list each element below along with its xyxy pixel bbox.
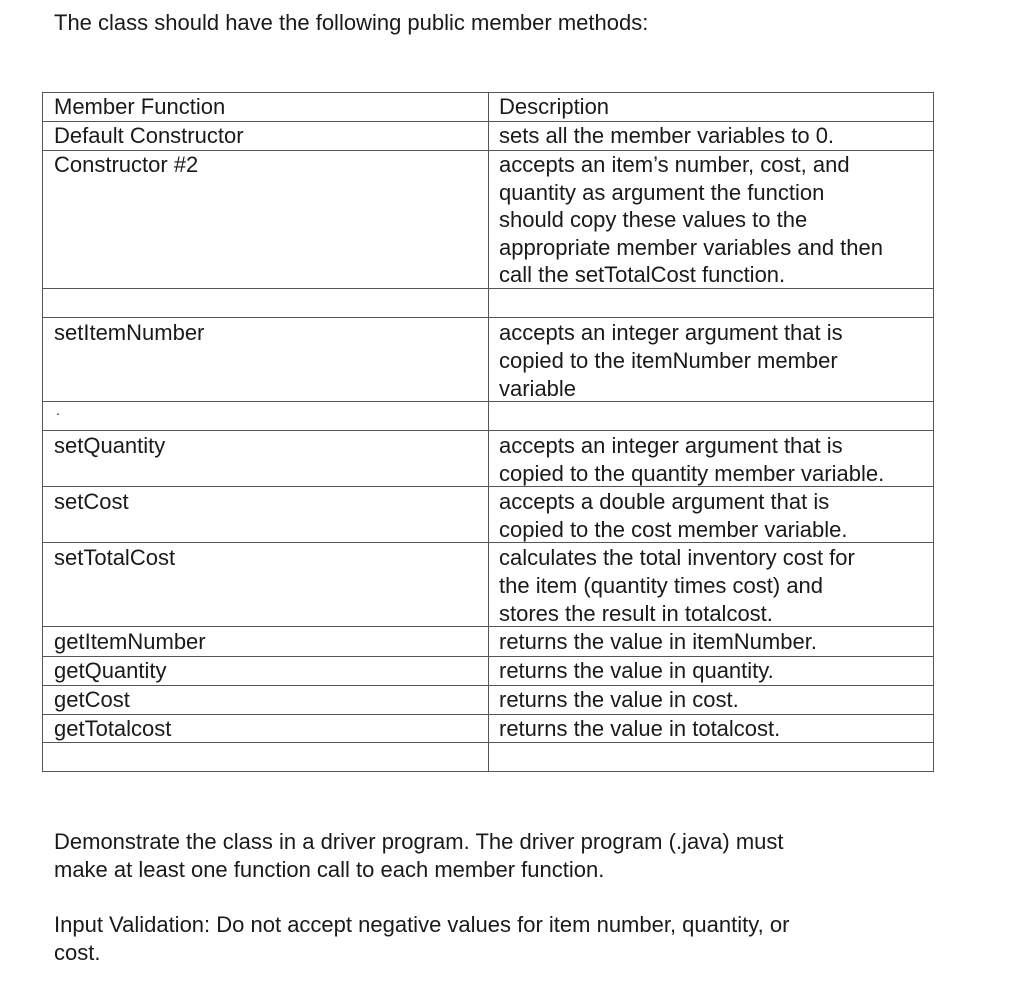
- desc-default-constructor: sets all the member variables to 0.: [499, 123, 835, 148]
- desc-set-total-cost: [499, 544, 855, 628]
- table-row-getters: [43, 627, 933, 743]
- table-header-row: [43, 93, 933, 122]
- table-row-set-cost: [43, 487, 933, 543]
- desc-get-item-number: returns the value in itemNumber.: [499, 629, 817, 654]
- fn-constructor-2: Constructor #2: [54, 152, 199, 177]
- fn-get-quantity: getQuantity: [54, 658, 167, 683]
- spacer-dot: .: [56, 402, 60, 418]
- paragraph-line: Demonstrate the class in a driver program. The driver program (.java) must: [54, 829, 784, 854]
- fn-set-quantity: setQuantity: [54, 433, 166, 458]
- desc-line: accepts an item’s number, cost, and: [499, 152, 850, 177]
- fn-get-cost: getCost: [54, 687, 130, 712]
- desc-set-item-number: [499, 319, 843, 403]
- desc-line: call the setTotalCost function.: [499, 262, 786, 287]
- table-row-spacer: [43, 402, 933, 431]
- desc-line: calculates the total inventory cost for: [499, 545, 855, 570]
- desc-line: accepts an integer argument that is: [499, 320, 843, 345]
- desc-constructor-2: [499, 151, 883, 289]
- desc-line: copied to the itemNumber member: [499, 348, 838, 373]
- table-row-default-constructor: [43, 122, 933, 151]
- desc-set-quantity: [499, 432, 884, 488]
- fn-set-cost: setCost: [54, 489, 129, 514]
- member-methods-table: [42, 92, 934, 772]
- fn-get-item-number: getItemNumber: [54, 629, 206, 654]
- desc-get-cost: returns the value in cost.: [499, 687, 739, 712]
- fn-getters: [54, 627, 206, 743]
- desc-line: accepts an integer argument that is: [499, 433, 843, 458]
- table-row-set-quantity: [43, 431, 933, 487]
- desc-line: stores the result in totalcost.: [499, 601, 773, 626]
- desc-getters: [499, 627, 817, 743]
- table-row-set-total-cost: [43, 543, 933, 627]
- paragraph-line: make at least one function call to each member function.: [54, 857, 605, 882]
- desc-get-totalcost: returns the value in totalcost.: [499, 716, 781, 741]
- header-member-function: Member Function: [54, 94, 226, 119]
- driver-paragraph: [54, 828, 784, 884]
- fn-get-totalcost: getTotalcost: [54, 716, 172, 741]
- fn-set-total-cost: setTotalCost: [54, 545, 176, 570]
- desc-line: should copy these values to the: [499, 207, 808, 232]
- desc-line: appropriate member variables and then: [499, 234, 884, 260]
- table-row-set-item-number: [43, 318, 933, 402]
- validation-paragraph: [54, 911, 789, 967]
- fn-default-constructor: Default Constructor: [54, 123, 244, 148]
- desc-line: accepts a double argument that is: [499, 489, 830, 514]
- paragraph-line: cost.: [54, 940, 101, 965]
- table-row-empty-bottom: [43, 743, 933, 772]
- desc-get-quantity: returns the value in quantity.: [499, 658, 774, 683]
- desc-line: the item (quantity times cost) and: [499, 573, 824, 598]
- desc-set-cost: [499, 488, 848, 544]
- header-description: Description: [499, 94, 610, 119]
- intro-heading: The class should have the following public member methods:: [54, 10, 649, 35]
- desc-line: copied to the quantity member variable.: [499, 461, 885, 486]
- fn-set-item-number: setItemNumber: [54, 320, 205, 345]
- paragraph-line: Input Validation: Do not accept negative values for item number, quantity, or: [54, 912, 790, 937]
- desc-line: variable: [499, 376, 577, 401]
- table-row-empty: [43, 289, 933, 318]
- desc-line: quantity as argument the function: [499, 179, 825, 205]
- desc-line: copied to the cost member variable.: [499, 517, 848, 542]
- table-row-constructor-2: [43, 151, 933, 289]
